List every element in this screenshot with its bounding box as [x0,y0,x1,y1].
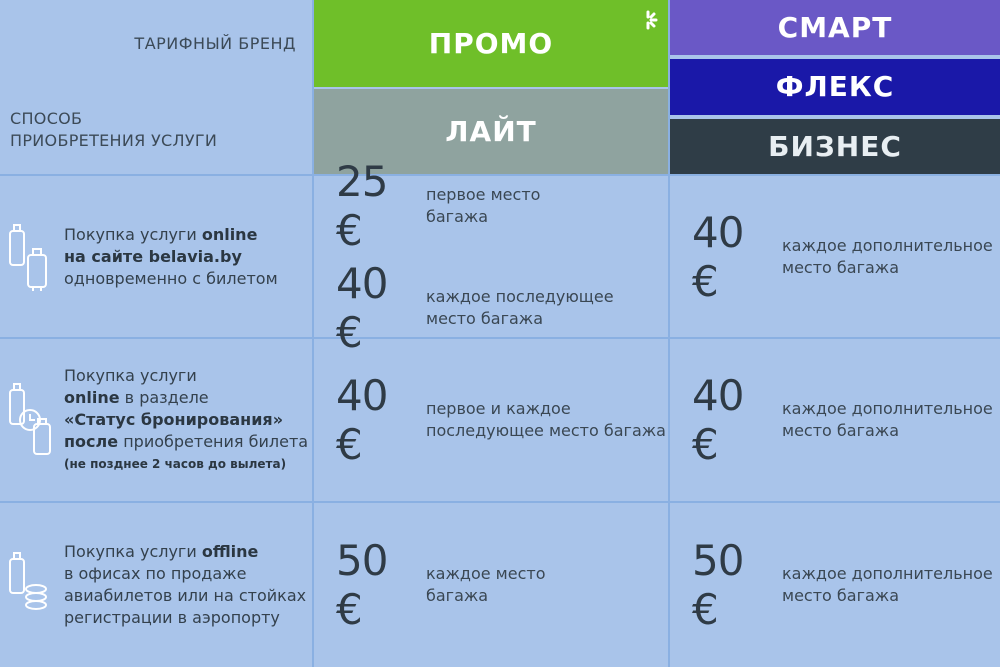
price-item [692,371,1000,469]
suitcase-coins-icon [6,545,58,625]
price-description: каждое последующее место багажа [426,286,614,328]
fare-flex: ФЛЕКС [670,59,1000,114]
price-description: каждое дополнительное место багажа [782,399,993,440]
method-description: Покупка услуги offline в офисах по продаже авиабилетов или на стойках регистрации в аэропорту [64,542,307,627]
price-item [692,208,1000,306]
price-item [336,157,668,255]
price-value: 40 € [336,258,388,357]
fare-column-smart-flex-business [670,0,1000,176]
prices-promo-lite-row2 [314,339,670,503]
suitcases-icon [6,217,58,297]
price-value: 40 € [692,207,744,306]
price-value: 40 € [336,371,388,469]
price-description: каждое дополнительное место багажа [782,564,993,605]
price-item [692,536,1000,634]
header-labels [0,0,314,176]
price-value: 50 € [336,536,388,634]
price-value: 50 € [692,536,744,634]
price-value: 40 € [692,371,744,469]
fare-business: БИЗНЕС [670,119,1000,174]
suitcase-clock-icon [6,380,58,460]
method-description: Покупка услуги online в разделе «Статус бронирования» после приобретения билета (не позднее 2 часов до вылета) [64,366,309,471]
price-item [336,371,668,469]
method-description: Покупка услуги online на сайте belavia.by одновременно с билетом [64,224,278,288]
price-item [336,536,668,634]
price-description: каждое дополнительное место багажа [782,235,993,277]
fare-column-promo-lite [314,0,670,176]
price-description: первое и каждое последующее место багажа [426,399,666,440]
prices-others-row1 [670,176,1000,339]
purchase-method-label: СПОСОБ ПРИОБРЕТЕНИЯ УСЛУГИ [10,109,218,150]
price-description: каждое место багажа [426,564,546,605]
method-online-booking-status [0,339,314,503]
prices-others-row2 [670,339,1000,503]
prices-others-row3 [670,503,1000,667]
fare-promo: ПРОМО [314,0,668,87]
prices-promo-lite-row1 [314,156,670,357]
price-description: первое место багажа [426,184,541,226]
fare-lite: ЛАЙТ [314,89,668,174]
sun-icon [636,8,660,32]
prices-promo-lite-row3 [314,503,670,667]
fare-smart: СМАРТ [670,0,1000,55]
price-value: 25 € [336,156,388,255]
fare-brand-label: ТАРИФНЫЙ БРЕНД [134,34,296,53]
method-offline [0,503,314,667]
method-online-with-ticket [0,176,314,339]
